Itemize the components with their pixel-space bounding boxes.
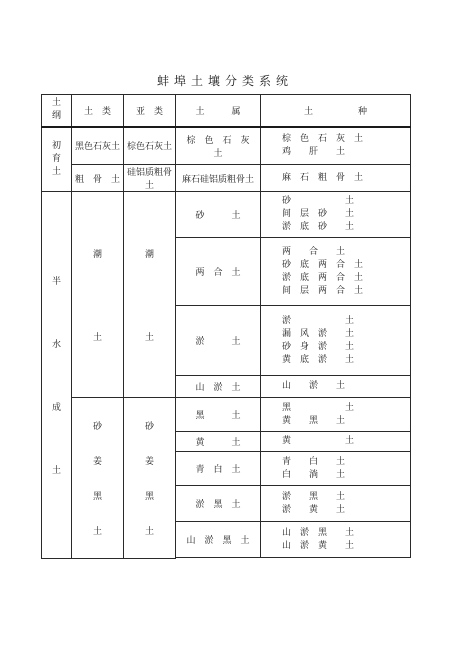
group-cell-shajiang	[72, 398, 124, 559]
species-item: 黄 底 淤 土	[282, 354, 355, 365]
species-cell-yuhei	[261, 486, 411, 522]
species-cell-yu	[261, 306, 411, 376]
genus-cell-huang: 黄 土	[176, 432, 261, 452]
genus-cell-yu: 淤 土	[176, 306, 261, 376]
species-item: 间 层 两 合 土	[282, 285, 364, 296]
species-item: 淤 底 砂 土	[282, 222, 355, 232]
header-soil-species: 土 种	[261, 95, 411, 127]
species-cell-lianghe	[261, 238, 411, 306]
species-cell-shanyuhei	[261, 522, 411, 558]
header-soil-group: 土 类	[72, 95, 124, 127]
order-char: 成	[51, 402, 61, 413]
group-char: 土	[92, 526, 102, 537]
group-cell-heise: 黑色石灰土	[72, 127, 124, 165]
subgroup-cell-chao	[124, 192, 176, 398]
group-char: 砂	[92, 421, 102, 432]
subgroup-cell-shajiang	[124, 398, 176, 559]
soil-classification-table	[41, 94, 411, 559]
species-item: 砂 土	[282, 196, 355, 206]
genus-cell-shanyuhei: 山 淤 黑 土	[176, 522, 261, 558]
header-soil-subgroup: 亚 类	[124, 95, 176, 127]
species-item: 山 淤 黄 土	[282, 540, 355, 551]
header-soil-order	[42, 95, 72, 127]
group-char: 黑	[92, 491, 102, 502]
genus-cell-mashi: 麻石硅铝质粗骨土	[176, 165, 261, 192]
species-cell-qingbai	[261, 452, 411, 486]
genus-cell-sha: 砂 土	[176, 192, 261, 238]
order-char: 土	[51, 465, 61, 476]
species-item: 淤 底 两 合 土	[282, 272, 364, 283]
species-item: 山 淤 土	[282, 381, 346, 391]
order-cell-chuyu	[42, 127, 72, 192]
page-title: 蚌埠土壤分类系统	[156, 74, 293, 88]
species-item: 白 淌 土	[282, 469, 346, 480]
subgroup-char: 姜	[144, 456, 154, 467]
species-item: 砂 底 两 合 土	[282, 259, 364, 270]
order-char: 初	[51, 140, 61, 151]
species-item: 山 淤 黑 土	[282, 527, 355, 538]
species-item: 黑 土	[282, 402, 355, 413]
species-item: 砂 身 淤 土	[282, 341, 355, 352]
group-char: 姜	[92, 456, 102, 467]
genus-cell-shanyu: 山 淤 土	[176, 376, 261, 398]
species-cell-mashi	[261, 165, 411, 192]
species-cell-shanyu	[261, 376, 411, 398]
species-item: 淤 黑 土	[282, 491, 346, 502]
species-item: 麻 石 粗 骨 土	[282, 172, 364, 183]
subgroup-cell-zongse: 棕色石灰土	[124, 127, 176, 165]
species-item: 淤 土	[282, 315, 355, 326]
genus-cell-lianghe: 两 合 土	[176, 238, 261, 306]
genus-cell-qingbai: 青 白 土	[176, 452, 261, 486]
group-char: 土	[92, 332, 102, 343]
species-item: 鸡 肝 土	[282, 146, 346, 157]
species-cell-zongse	[261, 127, 411, 165]
order-cell-banshui	[42, 192, 72, 559]
subgroup-char: 砂	[144, 421, 154, 432]
order-char: 育	[51, 153, 61, 164]
subgroup-char: 土	[144, 526, 154, 537]
species-item: 两 合 土	[282, 246, 346, 257]
subgroup-char: 土	[144, 332, 154, 343]
subgroup-char: 潮	[144, 249, 154, 260]
order-char: 土	[51, 166, 61, 177]
species-cell-hei	[261, 398, 411, 432]
species-item: 漏 风 淤 土	[282, 328, 355, 339]
species-item: 黄 黑 土	[282, 415, 346, 426]
header-soil-order-char: 土	[51, 98, 61, 109]
header-soil-genus: 土 属	[176, 95, 261, 127]
species-cell-huang	[261, 432, 411, 452]
order-char: 水	[51, 339, 61, 350]
subgroup-char: 黑	[144, 491, 154, 502]
species-item: 淤 黄 土	[282, 504, 346, 515]
subgroup-cell-guilv: 硅铝质粗骨土	[124, 165, 176, 192]
genus-cell-hei: 黑 土	[176, 398, 261, 432]
genus-cell-yuhei: 淤 黑 土	[176, 486, 261, 522]
group-cell-cugu: 粗 骨 土	[72, 165, 124, 192]
species-cell-sha	[261, 192, 411, 238]
species-item: 青 白 土	[282, 456, 346, 467]
species-item: 黄 土	[282, 436, 355, 446]
header-soil-order-char: 纲	[51, 111, 61, 122]
group-char: 潮	[92, 249, 102, 260]
group-cell-chao	[72, 192, 124, 398]
species-item: 棕 色 石 灰 土	[282, 133, 364, 144]
species-item: 间 层 砂 土	[282, 209, 355, 219]
order-char: 半	[51, 276, 61, 287]
genus-cell-zongse: 棕 色 石 灰 土	[176, 127, 261, 165]
